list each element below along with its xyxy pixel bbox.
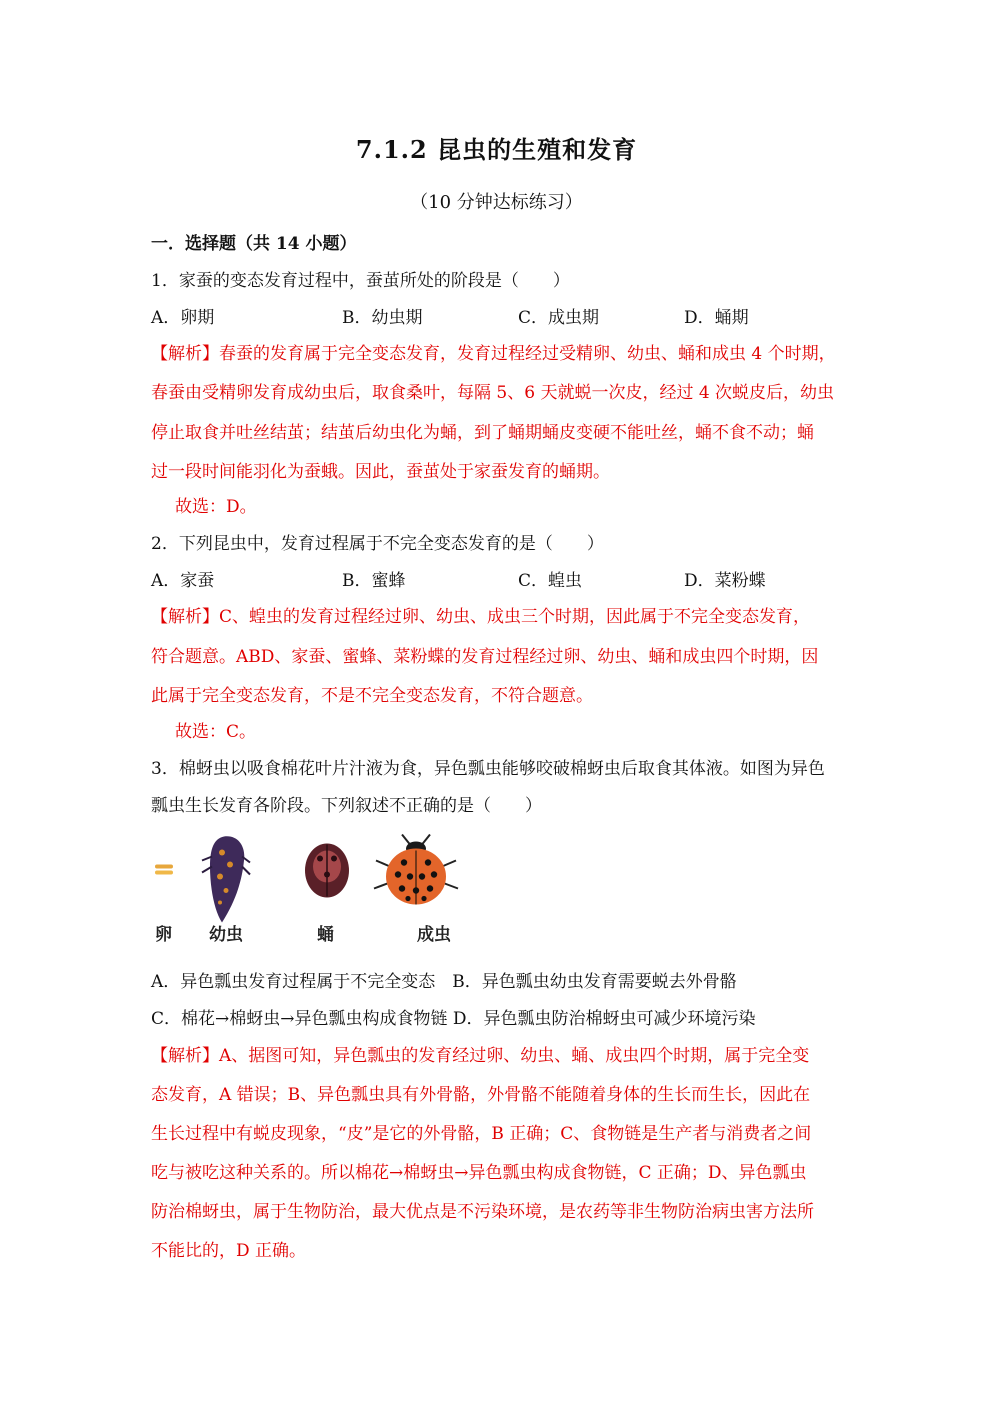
figure-label-adult: 成虫	[417, 925, 451, 945]
q1-analysis-line: 停止取食并吐丝结茧；结茧后幼虫化为蛹，到了蛹期蛹皮变硬不能吐丝，蛹不食不动；蛹	[151, 423, 814, 443]
q2-option-d: D．菜粉蝶	[684, 571, 766, 591]
q3-stem-line: 3．棉蚜虫以吸食棉花叶片汁液为食，异色瓢虫能够咬破棉蚜虫后取食其体液。如图为异色	[151, 759, 825, 779]
figure-label-pupa: 蛹	[317, 925, 334, 945]
pupa-icon	[305, 844, 349, 898]
q3-analysis-line: 生长过程中有蜕皮现象，“皮”是它的外骨骼，B 正确；C、食物链是生产者与消费者之间	[151, 1124, 812, 1144]
q3-analysis-line: 不能比的，D 正确。	[151, 1241, 307, 1261]
q3-options-line: A．异色瓢虫发育过程属于不完全变态 B．异色瓢虫幼虫发育需要蜕去外骨骼	[151, 972, 737, 992]
q3-stem-line: 瓢虫生长发育各阶段。下列叙述不正确的是（ ）	[151, 796, 542, 816]
figure-label-egg: 卵	[155, 925, 172, 945]
q3-analysis-line: 吃与被吃这种关系的。所以棉花→棉蚜虫→异色瓢虫构成食物链，C 正确；D、异色瓢虫	[151, 1163, 807, 1183]
q1-analysis-line: 过一段时间能羽化为蚕蛾。因此，蚕茧处于家蚕发育的蛹期。	[151, 462, 610, 482]
q1-option-a: A．卵期	[151, 308, 215, 328]
q2-analysis-line: 此属于完全变态发育，不是不完全变态发育，不符合题意。	[151, 686, 593, 706]
q1-analysis-line: 【解析】春蚕的发育属于完全变态发育，发育过程经过受精卵、幼虫、蛹和成虫 4 个时期，	[151, 344, 836, 364]
ladybug-icon	[374, 835, 458, 905]
q3-analysis-line: 防治棉蚜虫，属于生物防治，最大优点是不污染环境，是农药等非生物防治病虫害方法所	[151, 1202, 814, 1222]
q2-answer: 故选：C。	[175, 722, 257, 742]
q2-option-b: B．蜜蜂	[342, 571, 406, 591]
q1-answer: 故选：D。	[175, 497, 257, 517]
section-heading: 一．选择题（共 14 小题）	[151, 234, 357, 254]
q1-option-d: D．蛹期	[684, 308, 749, 328]
q2-analysis-line: 符合题意。ABD、家蚕、蜜蜂、菜粉蝶的发育过程经过卵、幼虫、蛹和成虫四个时期，因	[151, 647, 819, 667]
q2-analysis-line: 【解析】C、蝗虫的发育过程经过卵、幼虫、成虫三个时期，因此属于不完全变态发育，	[151, 607, 811, 627]
page-title: 7.1.2 昆虫的生殖和发育	[355, 135, 638, 164]
q2-stem: 2．下列昆虫中，发育过程属于不完全变态发育的是（ ）	[151, 534, 604, 554]
q2-option-a: A．家蚕	[151, 571, 215, 591]
q3-analysis-line: 态发育，A 错误；B、异色瓢虫具有外骨骼，外骨骼不能随着身体的生长而生长，因此在	[151, 1085, 811, 1105]
figure-label-larva: 幼虫	[209, 925, 243, 945]
q1-analysis-line: 春蚕由受精卵发育成幼虫后，取食桑叶，每隔 5、6 天就蜕一次皮，经过 4 次蜕皮后，幼虫	[151, 383, 835, 403]
q1-option-b: B．幼虫期	[342, 308, 423, 328]
q1-stem: 1．家蚕的变态发育过程中，蚕茧所处的阶段是（ ）	[151, 271, 570, 291]
q2-option-c: C．蝗虫	[518, 571, 583, 591]
egg-icon	[155, 865, 173, 875]
page-subtitle: （10 分钟达标练习）	[410, 192, 583, 213]
q3-analysis-line: 【解析】A、据图可知，异色瓢虫的发育经过卵、幼虫、蛹、成虫四个时期，属于完全变	[151, 1046, 810, 1066]
larva-icon	[202, 836, 250, 922]
q1-option-c: C．成虫期	[518, 308, 600, 328]
q3-options-line: C．棉花→棉蚜虫→异色瓢虫构成食物链 D．异色瓢虫防治棉蚜虫可减少环境污染	[151, 1009, 756, 1029]
